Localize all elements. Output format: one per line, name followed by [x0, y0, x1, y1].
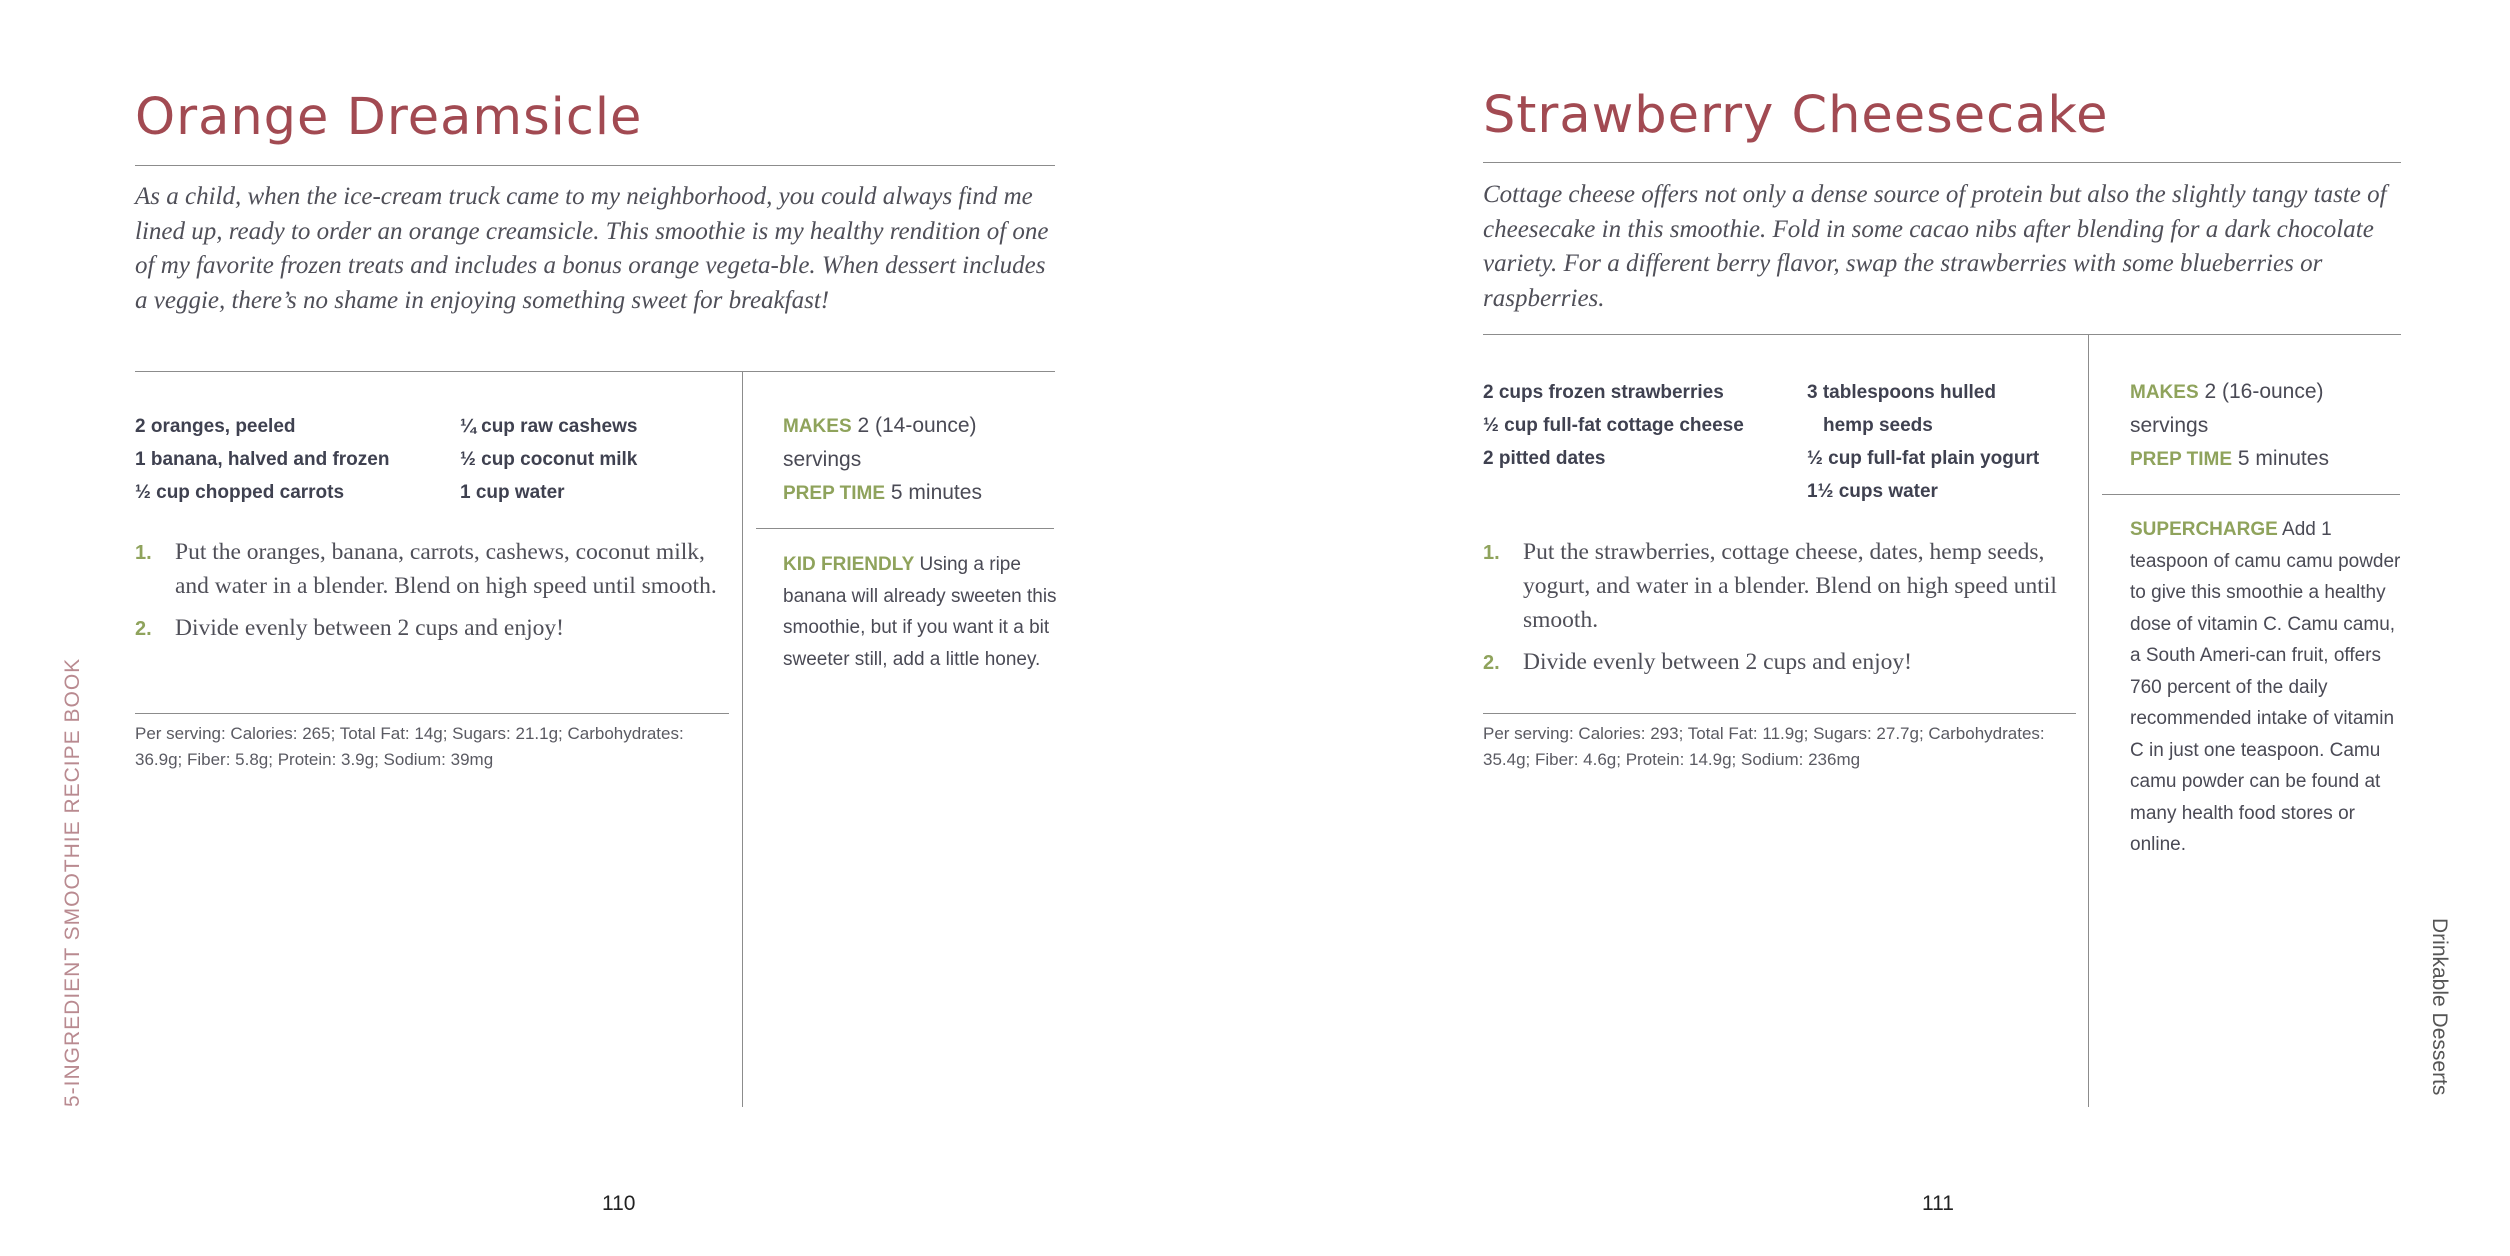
- step-number: 2.: [1483, 652, 1500, 674]
- nutrition-info: Per serving: Calories: 265; Total Fat: 14g; Sugars: 21.1g; Carbohydrates: 36.9g; Fiber: 5.8g; Protein: 3.9g; Sodium: 39mg: [135, 724, 684, 769]
- ingredient-item: ½ cup chopped carrots: [135, 482, 345, 503]
- step-text: Put the strawberries, cottage cheese, dates, hemp seeds, yogurt, and water in a blender. Blend on high speed until smooth.: [1523, 539, 2057, 633]
- makes-line: [2130, 375, 2390, 442]
- tip-text: Using a ripe banana will already sweeten this smoothie, but if you want it a bit sweeter still, add a little honey.: [783, 554, 1057, 670]
- recipe-title: Strawberry Cheesecake: [1483, 86, 2109, 145]
- ingredient-item: 1 cup water: [460, 482, 565, 503]
- step-text: Divide evenly between 2 cups and enjoy!: [175, 615, 564, 641]
- makes-label: MAKES: [783, 416, 852, 437]
- direction-step: [1483, 535, 2073, 637]
- directions-list: [135, 535, 725, 653]
- ingredient-item: 2 cups frozen strawberries: [1483, 382, 1724, 403]
- makes-value: 2 (16-ounce) servings: [2130, 380, 2324, 437]
- yield-info: [2130, 375, 2390, 476]
- step-text: Put the oranges, banana, carrots, cashews, coconut milk, and water in a blender. Blend on high speed until smooth.: [175, 539, 717, 599]
- yield-info: [783, 409, 1043, 510]
- nutrition-rule: [135, 713, 729, 714]
- step-number: 1.: [135, 542, 152, 564]
- prep-value: 5 minutes: [890, 481, 982, 504]
- ingredient-item: ½ cup full-fat plain yogurt: [1807, 448, 2040, 469]
- page-number: 111: [1922, 1192, 1954, 1215]
- ingredient-item: 2 oranges, peeled: [135, 416, 296, 437]
- recipe-title: Orange Dreamsicle: [135, 88, 643, 147]
- prep-line: [2130, 442, 2390, 476]
- title-rule: [1483, 162, 2401, 163]
- running-head-chapter: Drinkable Desserts: [2428, 918, 2451, 1096]
- intro-rule: [1483, 334, 2401, 335]
- ingredient-item: ½ cup coconut milk: [460, 449, 638, 470]
- ingredients-column-2: [1807, 376, 2039, 508]
- ingredient-item: hemp seeds: [1823, 415, 1933, 436]
- ingredients-column-1: [1483, 376, 1744, 475]
- nutrition-rule: [1483, 713, 2076, 714]
- ingredients-column-1: [135, 410, 389, 509]
- nutrition-info: Per serving: Calories: 293; Total Fat: 11.9g; Sugars: 27.7g; Carbohydrates: 35.4g; Fiber: 4.6g; Protein: 14.9g; Sodium: 236mg: [1483, 724, 2045, 769]
- step-number: 2.: [135, 618, 152, 640]
- ingredient-item: ½ cup full-fat cottage cheese: [1483, 415, 1744, 436]
- prep-value: 5 minutes: [2237, 447, 2329, 470]
- ingredient-item: 1½ cups water: [1807, 481, 1938, 502]
- direction-step: [135, 611, 725, 645]
- prep-line: [783, 476, 1043, 510]
- intro-rule: [135, 371, 1055, 372]
- direction-step: [1483, 645, 2073, 679]
- recipe-intro: Cottage cheese offers not only a dense source of protein but also the slightly tangy taste of cheesecake in this smoothie. Fold in some cacao nibs after blending for a dark chocolate variety. For a different berry flavor, swap the strawberries with some blueberries or raspberries.: [1483, 181, 2387, 312]
- title-rule: [135, 165, 1055, 166]
- tip-label: SUPERCHARGE: [2130, 519, 2278, 540]
- tip-box: [2130, 514, 2405, 861]
- step-number: 1.: [1483, 542, 1500, 564]
- ingredient-item: 3 tablespoons hulled: [1807, 382, 1996, 403]
- ingredient-item: 2 pitted dates: [1483, 448, 1606, 469]
- column-divider: [742, 371, 743, 1107]
- makes-line: [783, 409, 1043, 476]
- ingredient-item: 1 banana, halved and frozen: [135, 449, 390, 470]
- ingredients-column-2: [460, 410, 637, 509]
- directions-list: [1483, 535, 2073, 687]
- direction-step: [135, 535, 725, 603]
- running-head-book-title: 5-INGREDIENT SMOOTHIE RECIPE BOOK: [61, 657, 84, 1107]
- prep-label: PREP TIME: [2130, 449, 2233, 470]
- column-divider: [2088, 334, 2089, 1107]
- tip-box: [783, 549, 1063, 675]
- sidebar-rule: [2102, 494, 2400, 495]
- makes-value: 2 (14-ounce) servings: [783, 414, 977, 471]
- makes-label: MAKES: [2130, 382, 2199, 403]
- tip-label: KID FRIENDLY: [783, 554, 915, 575]
- step-text: Divide evenly between 2 cups and enjoy!: [1523, 649, 1912, 675]
- sidebar-rule: [756, 528, 1054, 529]
- recipe-intro: As a child, when the ice-cream truck came to my neighborhood, you could always find me lined up, ready to order an orange creamsicle. This smoothie is my healthy rendition of one of my favorite frozen treats and includes a bonus orange vegeta-ble. When dessert includes a veggie, there’s no shame in enjoying something sweet for breakfast!: [135, 183, 1049, 314]
- tip-text: Add 1 teaspoon of camu camu powder to give this smoothie a healthy dose of vitamin C. Camu camu, a South Ameri-can fruit, offers 760 percent of the daily recommended intake of vitamin C in just one teaspoon. Camu camu powder can be found at many health food stores or online.: [2130, 519, 2401, 855]
- ingredient-item: ¼ cup raw cashews: [460, 416, 638, 437]
- prep-label: PREP TIME: [783, 483, 886, 504]
- page-number: 110: [602, 1192, 636, 1215]
